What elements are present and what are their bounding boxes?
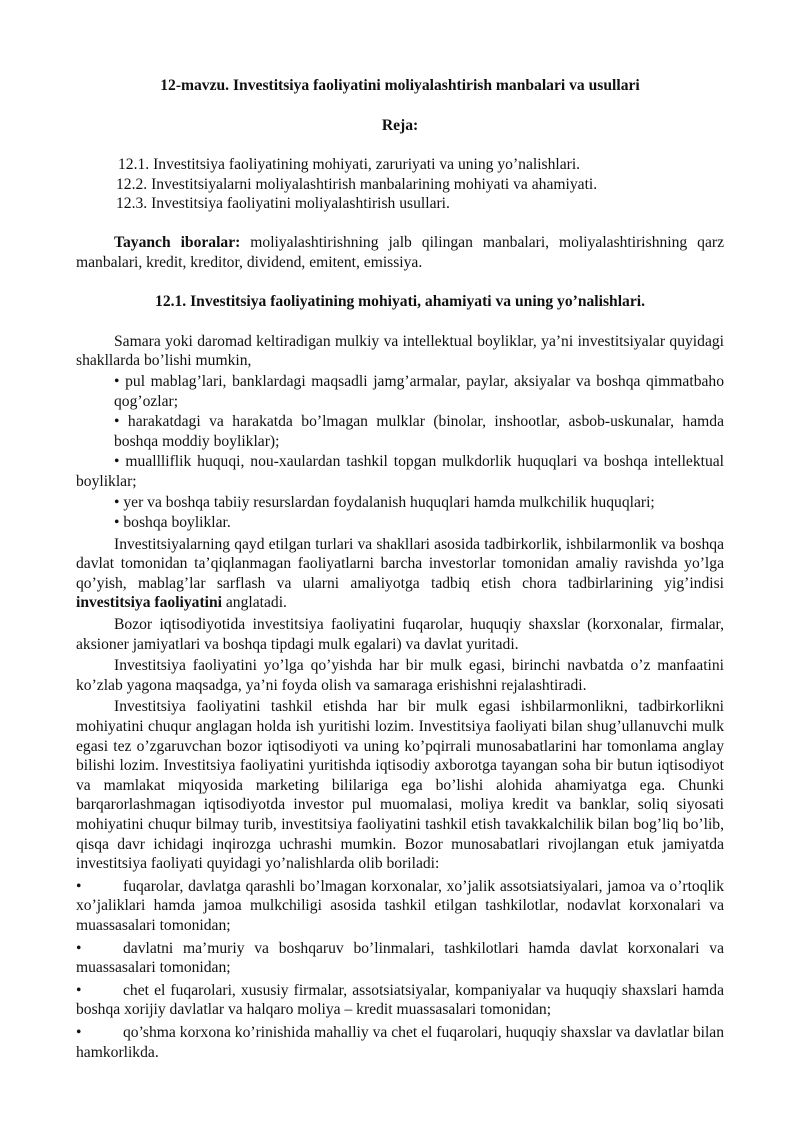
bullet-icon: • xyxy=(76,939,82,957)
direction-item: • qo’shma korxona ko’rinishida mahalliy va chet el fuqarolari, huquqiy shaxslar va davlatlar bilan hamkorlikda. xyxy=(76,1023,724,1061)
bullet-icon: • xyxy=(114,453,120,471)
plan-item: 12.2. Investitsiyalarni moliyalashtirish manbalarining mohiyati va ahamiyati. xyxy=(116,175,598,193)
defined-term: investitsiya faoliyatini xyxy=(76,594,222,612)
bullet-icon: • xyxy=(76,1023,82,1041)
keywords-paragraph xyxy=(76,233,724,272)
list-item: • pul mablag’lari, banklardagi maqsadli jamg’armalar, paylar, aksiyalar va boshqa qimmatbaho qog’ozlar; xyxy=(114,372,725,410)
direction-item: • davlatni ma’muriy va boshqaruv bo’linmalari, tashkilotlari hamda davlat korxonalari va muassasalari tomonidan; xyxy=(76,939,724,977)
bullet-icon: • xyxy=(114,493,120,511)
bullet-icon: • xyxy=(76,981,82,999)
bullet-icon: • xyxy=(114,514,120,532)
bullet-icon: • xyxy=(76,877,82,895)
list-item: • harakatdagi va harakatda bo’lmagan mulklar (binolar, inshootlar, asbob-uskunalar, hamda boshqa moddiy boyliklar); xyxy=(114,413,724,450)
list-item: • boshqa boyliklar. xyxy=(114,514,231,532)
plan-item: 12.1. Investitsiya faoliyatining mohiyati, zaruriyati va uning yo’nalishlari. xyxy=(118,156,581,174)
list-item: • muallliflik huquqi, nou-xaulardan tashkil topgan mulkdorlik huquqlari va boshqa intellektual boyliklar; xyxy=(76,453,724,490)
plan-list xyxy=(76,155,724,214)
definition-paragraph: Investitsiyalarning qayd etilgan turlari va shakllari asosida tadbirkorlik, ishbilarmonlik va boshqa davlat tomonidan ta’qiqlanmagan faoliyatlarni barcha investorlar tomonidan amaliy ravishda yo’lga qo’yish, mablag’lar sarflash va ularni amaliyotga tadbiq etish chora tadbirlarining yig’indisi investitsiya faoliyatini anglatadi. xyxy=(76,535,724,612)
body-paragraph: Investitsiya faoliyatini yo’lga qo’yishda har bir mulk egasi, birinchi navbatda o’z manfaatini ko’zlab yagona maqsadga, ya’ni foyda olish va samaraga erishishni rejalashtiradi. xyxy=(76,657,724,694)
body-paragraph: Investitsiya faoliyatini tashkil etishda har bir mulk egasi ishbilarmonlikni, tadbirkorlikni mohiyatini chuqur anglagan holda ish yuritishi lozim. Investitsiya faoliyati bilan shug’ullanuvchi mulk egasi tez o’zgaruvchan bozor iqtisodiyoti va uning ko’pqirrali munosabatlarini har tomonlama anglay bilishi lozim. Investitsiya faoliyatini yuritishda iqtisodiy axborotga tayangan soha bir butun iqtisodiyot va mamlakat miqyosida marketing bililariga ega bo’lishi alohida ahamiyatga ega. Chunki barqarorlashmagan iqtisodiyotda investor pul muomalasi, moliya kredit va banklar, soliq siyosati mohiyatini chuqur bilmay turib, investitsiya faoliyatini tashkil etish tavakkalchilik bilan bog’liq bo’lib, qisqa davr ichidagi inqirozga uchrashi mumkin. Bozor munosabatlari rivojlangan etuk jamiyatda investitsiya faoliyati quyidagi yo’nalishlarda olib boriladi: xyxy=(76,698,724,873)
direction-item: • fuqarolar, davlatga qarashli bo’lmagan korxonalar, xo’jalik assotsiatsiyalari, jamoa va o’rtoqlik xo’jaliklari hamda jamoa mulkchiligi asosida tashkil etilgan tashkilotlar, nodavlat korxonalari va muassasalari tomonidan; xyxy=(76,877,724,934)
body-paragraph: Bozor iqtisodiyotida investitsiya faoliyatini fuqarolar, huquqiy shaxslar (korxonalar, firmalar, aksioner jamiyatlari va boshqa tipdagi mulk egalari) va davlat yuritadi. xyxy=(76,616,724,653)
plan-heading: Reja: xyxy=(381,116,419,134)
bullet-icon: • xyxy=(114,413,120,431)
keywords-text: moliyalashtirishning jalb qilingan manbalari, moliyalashtirishning qarz manbalari, kredit, kreditor, dividend, emitent, emissiya. xyxy=(76,233,724,271)
bullet-icon: • xyxy=(114,372,120,390)
topic-title: 12-mavzu. Investitsiya faoliyatini moliyalashtirish manbalari va usullari xyxy=(160,77,640,94)
direction-item: • chet el fuqarolari, xususiy firmalar, assotsiatsiyalar, kompaniyalar va huquqiy shaxslari hamda boshqa xorijiy davlatlar va halqaro moliya – kredit muassasalari tomonidan; xyxy=(76,981,724,1019)
plan-item: 12.3. Investitsiya faoliyatini moliyalashtirish usullari. xyxy=(116,195,450,213)
list-item: • yer va boshqa tabiiy resurslardan foydalanish huquqlari hamda mulkchilik huquqlari; xyxy=(114,493,655,511)
section-title: 12.1. Investitsiya faoliyatining mohiyati, ahamiyati va uning yo’nalishlari. xyxy=(155,293,645,311)
keywords-label: Tayanch iboralar: xyxy=(114,233,241,251)
intro-paragraph: Samara yoki daromad keltiradigan mulkiy va intellektual boyliklar, ya’ni investitsiyalar quyidagi shakllarda bo’lishi mumkin, xyxy=(76,332,724,370)
